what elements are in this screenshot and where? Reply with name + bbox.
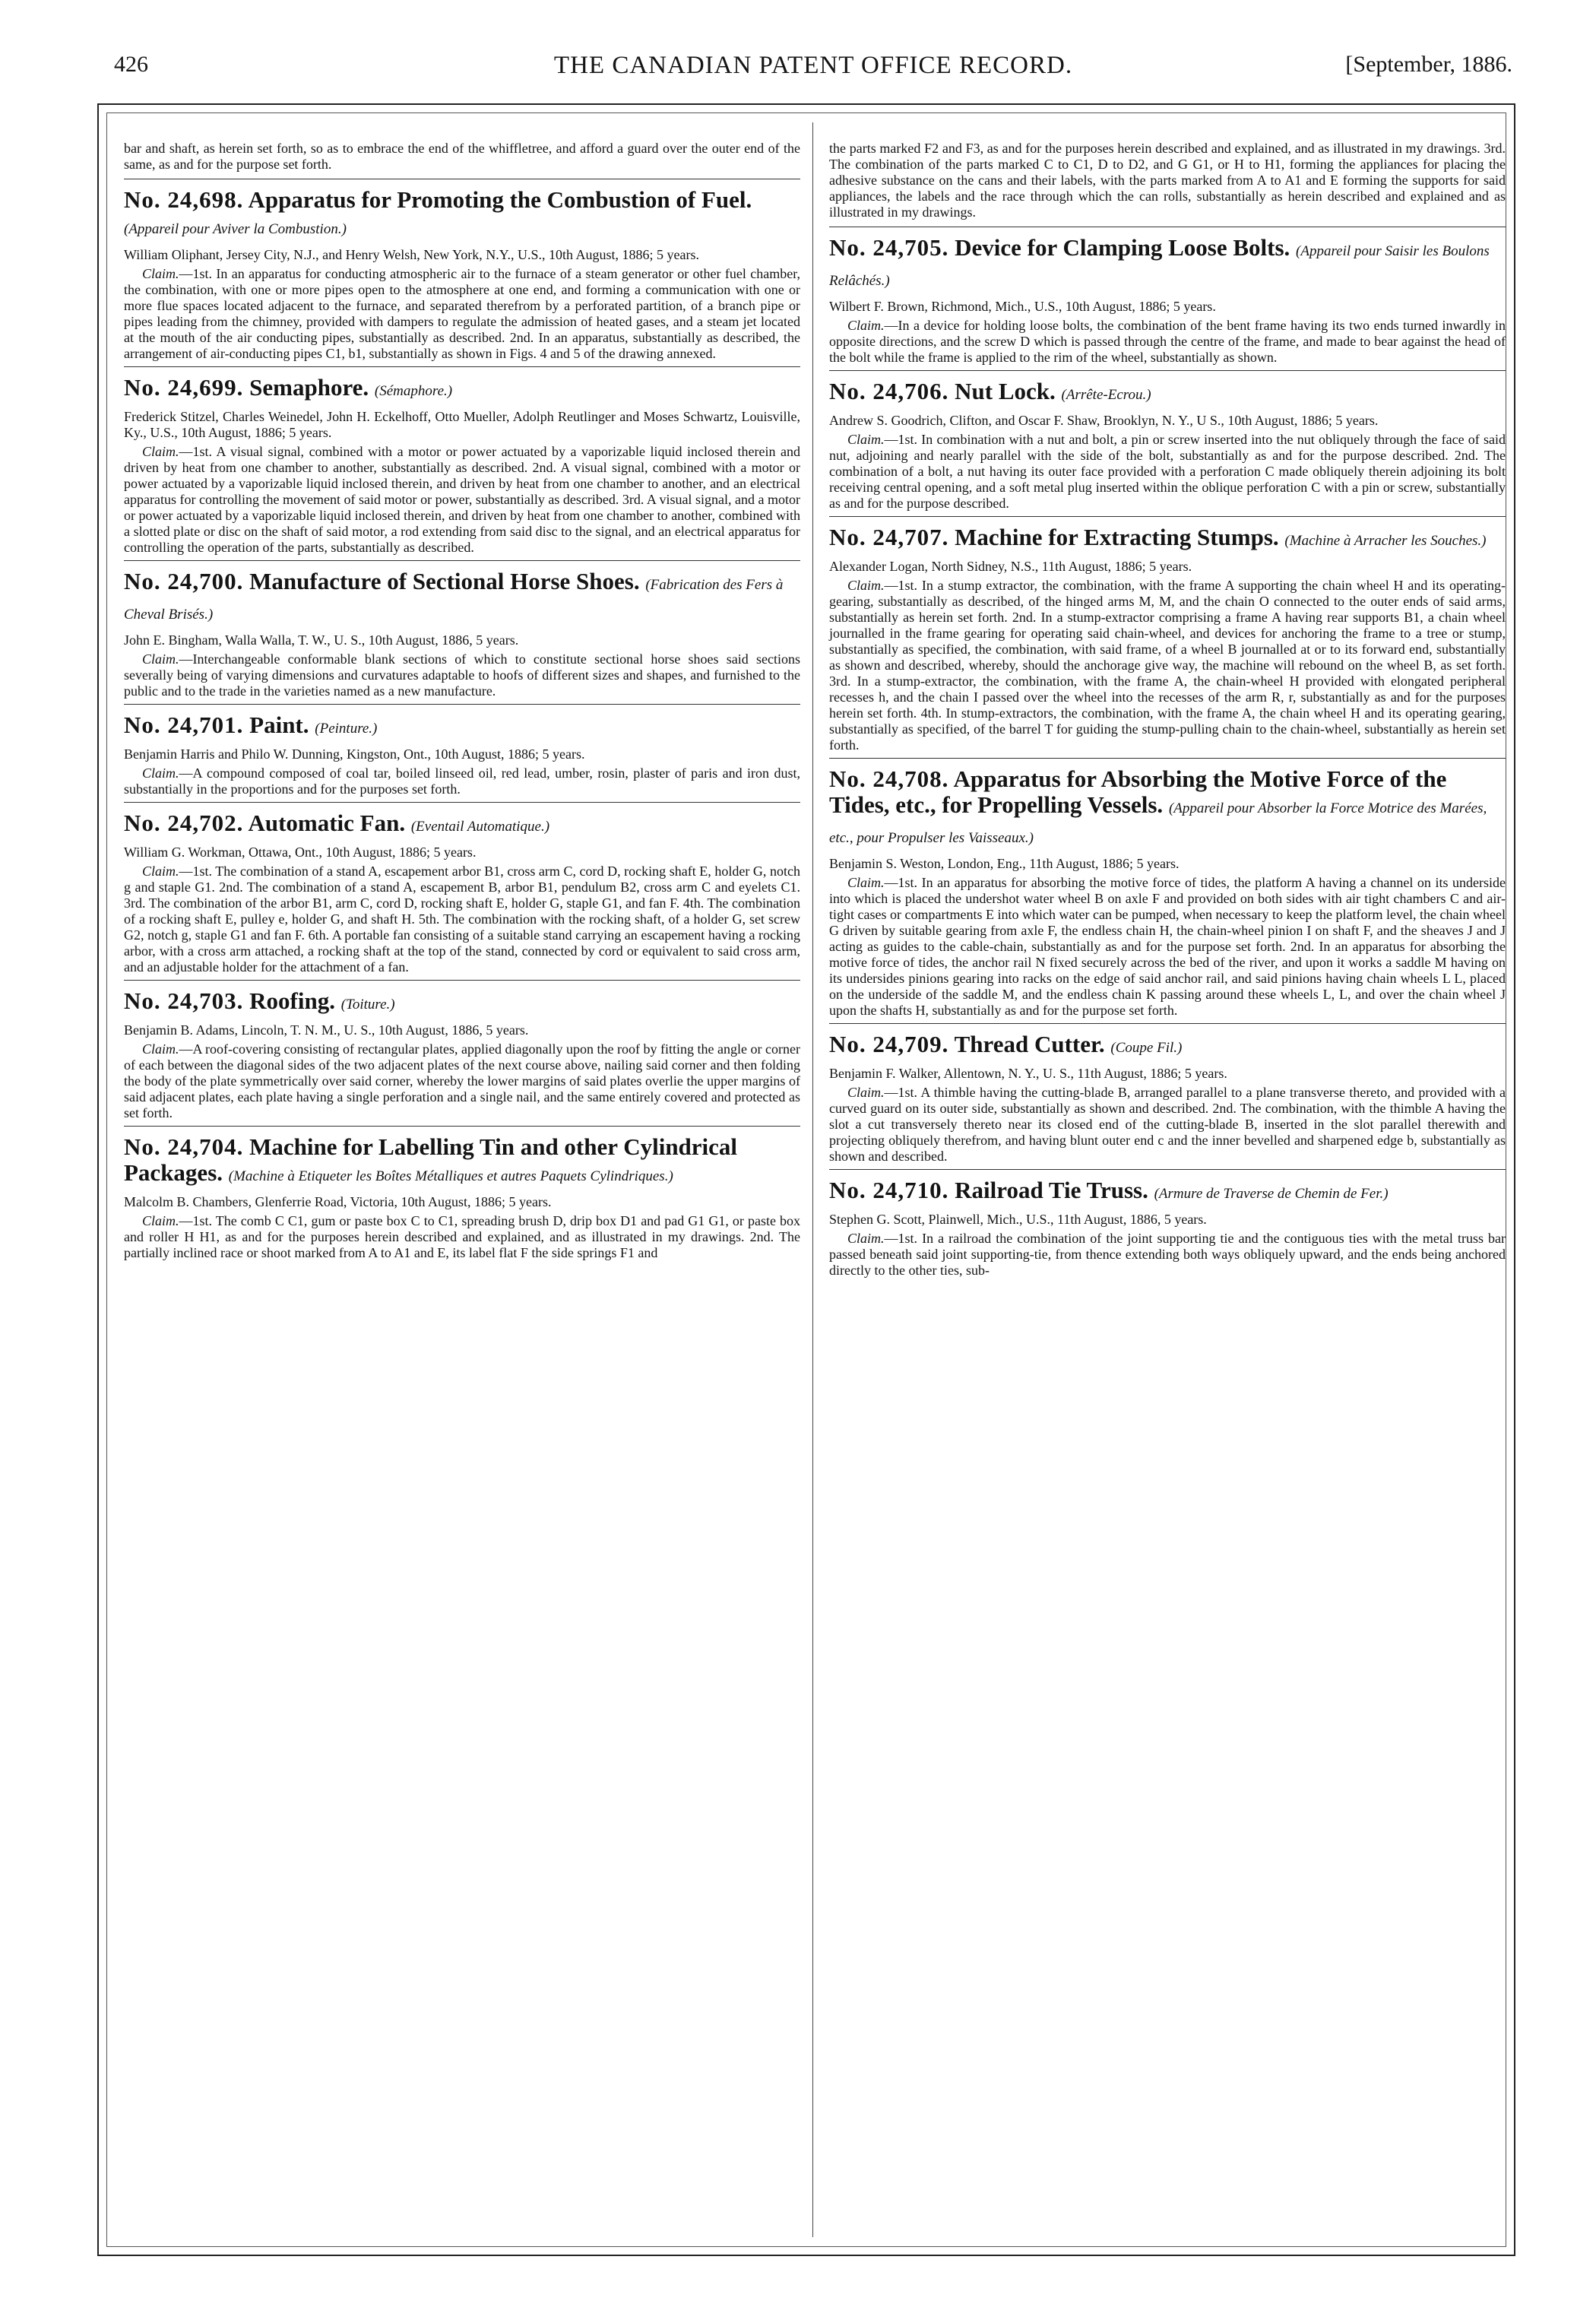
patent-title: Roofing. [249,987,335,1014]
entry-heading [829,1032,1506,1061]
claim-label: Claim. [142,864,179,879]
claim-text [124,864,800,975]
french-title: (Armure de Traverse de Chemin de Fer.) [1154,1186,1389,1202]
claim-label: Claim. [142,1041,179,1057]
patent-title: Apparatus for Promoting the Combustion of Fuel. [248,186,752,213]
patent-number: No. 24,703. [124,987,244,1014]
page-number: 426 [114,52,148,77]
claim-body: —1st. The comb C C1, gum or paste box C to C1, spreading brush D, drip box D1 and pad G1 G1, or paste box and roller H H1, as and for the purposes herein described and explained, and as illustrated in my drawings. 2nd. The partially inclined race or shoot marked from A to A1 and E, its label flat F the side springs F1 and [124,1213,800,1260]
inventor-line: Benjamin S. Weston, London, Eng., 11th August, 1886; 5 years. [829,856,1180,871]
claim-label: Claim. [847,1231,885,1246]
claim-text [124,1213,800,1261]
claim-text [829,1231,1506,1279]
left-column [124,127,800,1273]
french-title: (Peinture.) [315,721,378,737]
entry-heading [124,712,800,742]
page-frame [97,103,1515,2256]
inventor-line: Wilbert F. Brown, Richmond, Mich., U.S., 10th August, 1886; 5 years. [829,299,1216,314]
claim-body: —1st. In a stump extractor, the combination, with the frame A supporting the chain wheel H and its operating-gearing, substantially as described, of the hinged arms M, M, and the chain O connected to the outer ends of said arms, substantially as herein set forth. 2nd. In a stump-extractor comprising a frame A having rear supports B1, a chain wheel journalled in the frame gearing for operating said chain-wheel, and devices for anchoring the frame to a tree or stump, substantially as specified, the combination, with said frame, of a wheel B journalled at or to its forward end, substantially as shown and described, whereby, should the anchorage give way, the machine will rebound on the wheel B, as set forth. 3rd. In a stump-extractor, the combination, with the frame A, the chain-wheel H provided with elongated peripheral recesses h, and the chain I passed over the wheel into the recesses of the arm R, r, substantially as and for the purposes herein set forth. 4th. In stump-extractors, the combination, with the frame A, the chain wheel H and its operating gearing, substantially as specified, of the barrel T for guiding the stump-pulling chain to the chain-wheel, substantially as herein set forth. [829,578,1506,753]
claim-text [829,578,1506,753]
patent-entry [829,235,1506,371]
entry-heading [124,810,800,840]
patent-entry [829,1177,1506,1283]
french-title: (Fabrication des Fers à Cheval Brisés.) [124,577,784,623]
french-title: (Machine à Arracher les Souches.) [1284,533,1487,549]
issue-date: [September, 1886. [1345,52,1512,77]
claim-body: —1st. In a railroad the combination of the joint supporting tie and the contiguous ties with the metal truss bar passed beneath said joint supporting-tie, from thence extending both ways obliquely upward, and the ends being anchored directly to the other ties, sub- [829,1231,1506,1278]
inventor-line: Stephen G. Scott, Plainwell, Mich., U.S., 11th August, 1886, 5 years. [829,1212,1207,1227]
claim-text [124,444,800,556]
inventor-line: Benjamin Harris and Philo W. Dunning, Kingston, Ont., 10th August, 1886; 5 years. [124,746,585,762]
entry-heading [124,569,800,628]
patent-title: Device for Clamping Loose Bolts. [955,234,1290,261]
inventor-line: William G. Workman, Ottawa, Ont., 10th August, 1886; 5 years. [124,845,477,860]
claim-text [124,765,800,797]
french-title: (Arrête-Ecrou.) [1061,387,1151,403]
claim-body: —1st. A visual signal, combined with a motor or power actuated by a vaporizable liquid inclosed therein and driven by heat from one chamber to another, substantially as described. 2nd. A visual signal, combined with a motor or power actuated by a vaporizable liquid inclosed therein, and driven by heat from one chamber to another, and an electrical apparatus for controlling the movement of said motor or power, substantially as described. 3rd. A visual signal, and a motor or power actuated by a vaporizable liquid inclosed therein, and driven by heat from one chamber to another, combined with a slotted plate or disc on the shaft of said motor, a rod extending from said disc to the signal, and an electrical apparatus for controlling the operation of the parts, substantially as described. [124,444,800,555]
patent-title: Thread Cutter. [954,1031,1105,1057]
entry-heading [124,1134,800,1190]
inventor-line: Malcolm B. Chambers, Glenferrie Road, Victoria, 10th August, 1886; 5 years. [124,1194,552,1209]
patent-entry [829,766,1506,1024]
patent-title: Semaphore. [249,374,369,401]
right-column [829,127,1506,1291]
patent-entry [124,712,800,803]
entry-heading [829,766,1506,851]
claim-body: —1st. In an apparatus for conducting atmospheric air to the furnace of a steam generator or other fuel chamber, the combination, with one or more pipes open to the atmosphere at one end, and forming a communication with one or more flue spaces located adjacent to the furnace, and separated therefrom by a perforated partition, of a branch pipe or pipes leading from the chimney, provided with dampers to regulate the admission of heated gases, and a steam jet located at the mouth of the air conducting pipes, substantially as described. 2nd. In an apparatus, substantially as described, the arrangement of air-conducting pipes C1, b1, substantially as shown in Figs. 4 and 5 of the drawing annexed. [124,266,800,361]
french-title: (Eventail Automatique.) [410,819,550,835]
patent-number: No. 24,701. [124,711,244,738]
patent-entry [124,187,800,367]
claim-text [124,266,800,362]
patent-title: Nut Lock. [955,378,1056,404]
french-title: (Sémaphore.) [374,383,453,399]
claim-text [829,432,1506,512]
french-title: (Machine à Etiqueter les Boîtes Métalliques et autres Paquets Cylindriques.) [228,1168,673,1184]
column-divider [812,122,813,2237]
claim-label: Claim. [847,318,885,333]
claim-text [829,875,1506,1019]
patent-title: Machine for Labelling Tin and other Cylindrical Packages. [124,1133,738,1186]
inventor-line: John E. Bingham, Walla Walla, T. W., U. S., 10th August, 1886, 5 years. [124,632,519,648]
claim-label: Claim. [847,578,885,593]
claim-text [124,1041,800,1121]
patent-title: Railroad Tie Truss. [955,1177,1148,1203]
entry-heading [124,187,800,242]
claim-label: Claim. [847,875,885,890]
inventor-line: William Oliphant, Jersey City, N.J., and Henry Welsh, New York, N.Y., U.S., 10th August, 1886; 5 years. [124,247,699,262]
patent-title: Apparatus for Absorbing the Motive Force of the Tides, etc., for Propelling Vessels. [829,765,1447,818]
patent-title: Manufacture of Sectional Horse Shoes. [249,568,640,594]
patent-number: No. 24,710. [829,1177,949,1203]
claim-body: —A roof-covering consisting of rectangular plates, applied diagonally upon the roof by fitting the angle or corner of each between the diagonal sides of the two adjacent plates of the next course above, nailing said corner and then folding the body of the plate symmetrically over said corner, whereby the lower margins of said plates overlie the upper margins of said adjacent plates, each plate having a single perforation and a single nail, and the same entirely covered and protected as set forth. [124,1041,800,1120]
claim-label: Claim. [142,1213,179,1228]
continued-claim-fragment: the parts marked F2 and F3, as and for the purposes herein described and explained, and as illustrated in my drawings. 3rd. The combination of the parts marked C to C1, D to D2, and G G1, or H to H1, forming the appliances for placing the adhesive substance on the cans and their labels, with the parts marked from A to A1 and E forming the supports for said appliances, the labels and the race through which the can rolls, substantially as herein described and explained and as illustrated in my drawings. [829,141,1506,227]
entry-heading [829,525,1506,554]
patent-number: No. 24,705. [829,234,949,261]
entry-heading [124,988,800,1018]
patent-title: Machine for Extracting Stumps. [955,524,1279,550]
patent-entry [124,988,800,1127]
patent-number: No. 24,700. [124,568,244,594]
claim-text [124,651,800,699]
french-title: (Coupe Fil.) [1110,1040,1183,1056]
patent-entry [124,375,800,561]
patent-entry [829,1032,1506,1170]
patent-number: No. 24,708. [829,765,949,792]
french-title: (Appareil pour Aviver la Combustion.) [124,221,347,237]
claim-label: Claim. [142,651,179,667]
claim-body: —1st. In an apparatus for absorbing the motive force of tides, the platform A having a channel on its underside into which is placed the undershot water wheel B on axle F and provided on both sides with air tight chambers C and air-tight cases or compartments E into which water can be pumped, when necessary to keep the platform level, the chain wheel G driven by suitable gearing from axle F, the endless chain H, the chain-wheel pinion I on shaft F, and the sheaves J and J acting as guides to the cable-chain, substantially as and for the purpose set forth. 2nd. In an apparatus for absorbing the motive force of tides, the anchor rail N fixed securely across the bed of the river, and upon it works a saddle M having on its undersides pinions gearing into racks on the edge of said anchor rail, and said pinions having chain wheels L L, placed on the underside of the saddle M, and the endless chain K passing around these wheels L, L, and over the chain wheel J upon the shafts H, substantially as and for the purpose set forth. [829,875,1506,1018]
claim-body: —1st. The combination of a stand A, escapement arbor B1, cross arm C, cord D, rocking shaft E, holder G, notch g and staple G1. 2nd. The combination of a stand A, escapement B, arbor B1, pendulum B2, cross arm C and eyelets C1. 3rd. The combination of the arbor B1, arm C, cord D, rocking shaft E, holder G, staple G1, and fan F. 4th. The combination of a rocking shaft E, pulley e, holder G, and shaft H. 5th. The combination with the rocking shaft, of a holder G, set screw G2, notch g, staple G1 and fan F. 6th. A portable fan consisting of a suitable stand carrying an escapement having a rocking arbor, with a cross arm attached, a rocking shaft at the top of the stand, connected by cord or equivalent to said cross arm, and an adjustable holder for the attachment of a fan. [124,864,800,975]
patent-number: No. 24,704. [124,1133,244,1160]
inventor-line: Benjamin B. Adams, Lincoln, T. N. M., U. S., 10th August, 1886, 5 years. [124,1022,529,1038]
inner-frame [106,113,1506,2247]
patent-number: No. 24,709. [829,1031,949,1057]
claim-label: Claim. [142,266,179,281]
patent-entry [829,379,1506,517]
patent-number: No. 24,706. [829,378,949,404]
entry-heading [124,375,800,404]
claim-text [829,1085,1506,1165]
patent-entry [124,569,800,705]
claim-label: Claim. [142,765,179,781]
patent-entry [124,810,800,981]
claim-body: —A compound composed of coal tar, boiled linseed oil, red lead, umber, rosin, plaster of paris and iron dust, substantially in the proportions and for the purposes set forth. [124,765,800,797]
patent-entry [124,1134,800,1266]
entry-heading [829,1177,1506,1207]
claim-body: —1st. In combination with a nut and bolt, a pin or screw inserted into the nut obliquely through the face of said nut, adjoining and nearly parallel with the side of the bolt, substantially as and for the purpose described. 2nd. The combination of a bolt, a nut having its outer face provided with a perforation C made obliquely therein adjoining its bolt receiving central opening, and a soft metal plug inserted within the oblique perforation C with a pin or screw, substantially as and for the purpose described. [829,432,1506,511]
entry-heading [829,235,1506,294]
inventor-line: Andrew S. Goodrich, Clifton, and Oscar F. Shaw, Brooklyn, N. Y., U S., 10th August, 1886; 5 years. [829,413,1379,428]
patent-number: No. 24,702. [124,810,244,836]
french-title: (Appareil pour Absorber la Force Motrice des Marées, etc., pour Propulser les Vaisseaux.) [829,800,1487,846]
inventor-line: Benjamin F. Walker, Allentown, N. Y., U. S., 11th August, 1886; 5 years. [829,1066,1227,1081]
publication-title: THE CANADIAN PATENT OFFICE RECORD. [553,52,1073,79]
patent-number: No. 24,698. [124,186,244,213]
entry-heading [829,379,1506,408]
patent-number: No. 24,699. [124,374,244,401]
patent-number: No. 24,707. [829,524,949,550]
french-title: (Toiture.) [340,997,395,1013]
patent-title: Paint. [249,711,309,738]
claim-body: —In a device for holding loose bolts, the combination of the bent frame having its two ends turned inwardly in opposite directions, and the screw D which is passed through the centre of the frame, and made to bear against the head of the bolt while the frame is applied to the rim of the wheel, substantially as shown. [829,318,1506,365]
continued-claim-fragment: bar and shaft, as herein set forth, so as to embrace the end of the whiffletree, and afford a guard over the outer end of the same, as and for the purpose set forth. [124,141,800,179]
claim-label: Claim. [847,1085,885,1100]
inventor-line: Alexander Logan, North Sidney, N.S., 11th August, 1886; 5 years. [829,559,1192,574]
claim-label: Claim. [847,432,885,447]
claim-label: Claim. [142,444,179,459]
claim-body: —1st. A thimble having the cutting-blade B, arranged parallel to a plane transverse thereto, and provided with a curved guard on its outer side, substantially as shown and described. 2nd. The combination, with the thimble A having the slot a cut transversely thereto near its closed end of the cutting-blade B, inserted in the slot parallel therewith and projecting obliquely therefrom, and having blunt outer end c and the inner bevelled and sharpened edge b, substantially as shown and described. [829,1085,1506,1164]
inventor-line: Frederick Stitzel, Charles Weinedel, John H. Eckelhoff, Otto Mueller, Adolph Reutlinger and Moses Schwartz, Louisville, Ky., U.S., 10th August, 1886; 5 years. [124,409,800,440]
page-header [114,52,1512,90]
patent-title: Automatic Fan. [248,810,406,836]
claim-text [829,318,1506,366]
claim-body: —Interchangeable conformable blank sections of which to constitute sectional horse shoes said sections severally being of varying dimensions and curvatures adaptable to hoofs of different sizes and shapes, and furnished to the public and to the trade in the varieties named as a new manufacture. [124,651,800,699]
patent-entry [829,525,1506,759]
french-title: (Appareil pour Saisir les Boulons Relâchés.) [829,243,1490,289]
